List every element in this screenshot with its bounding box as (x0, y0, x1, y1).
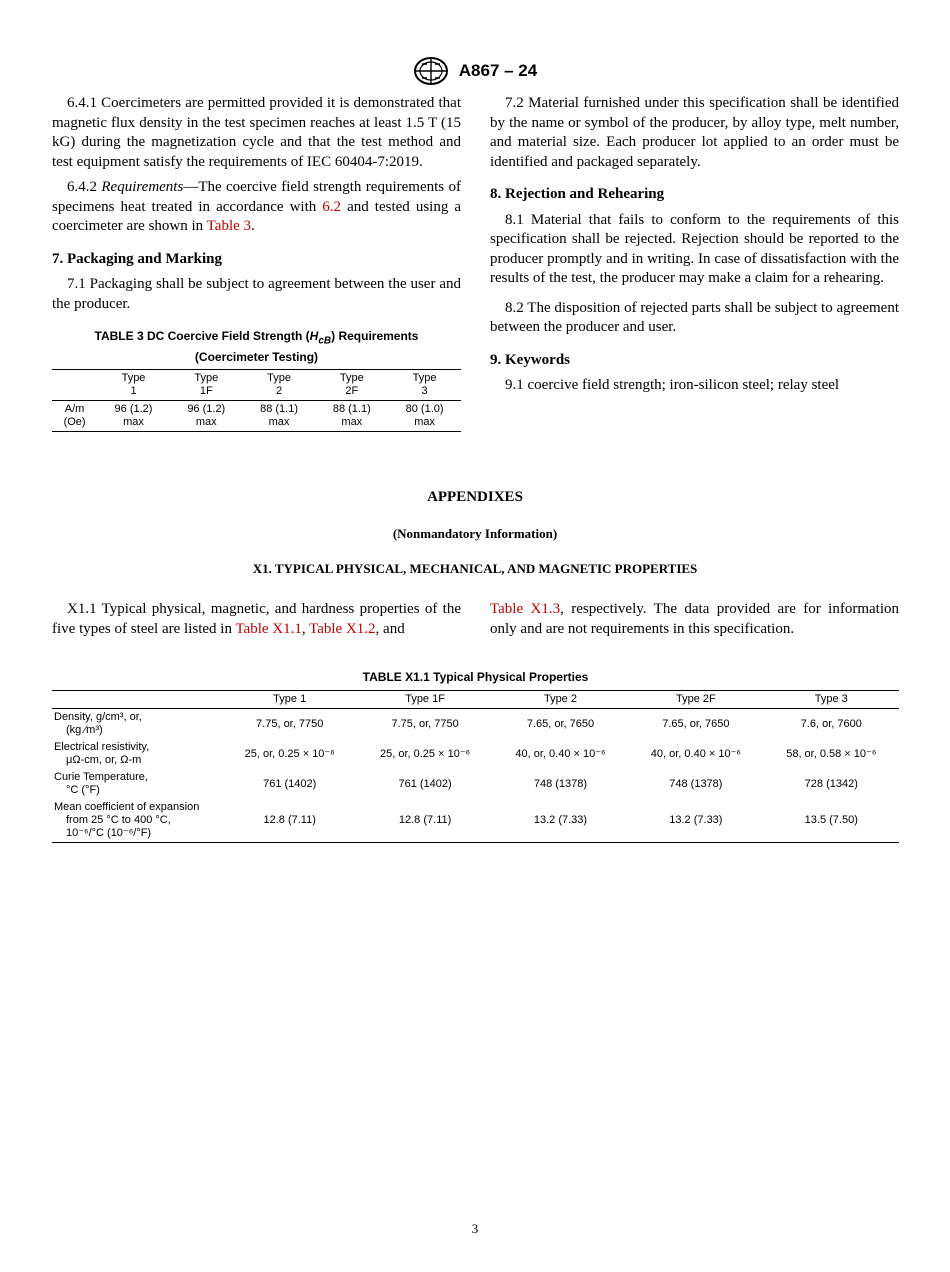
table-x1-1-caption: TABLE X1.1 Typical Physical Properties (362, 670, 589, 684)
table-row (52, 709, 899, 740)
section-8-heading: 8. Rejection and Rehearing (490, 186, 665, 202)
row-label: Density, g/cm³, or, (kg ⁄m³) (54, 711, 142, 736)
header-cell: Type 2F (675, 693, 716, 705)
table-cell: 12.8 (7.11) (263, 814, 316, 826)
link-table-x1-1[interactable]: Table X1.1 (235, 620, 302, 637)
section-7-heading: 7. Packaging and Marking (52, 250, 223, 267)
table-cell: 25, or, 0.25 × 10⁻⁶ (380, 747, 471, 760)
caption-subtitle: (Coercimeter Testing) (194, 350, 319, 365)
table-row (52, 769, 899, 799)
para-text: . (251, 218, 255, 234)
para-text: , (301, 620, 306, 637)
table-cell: 58, or, 0.58 × 10⁻⁶ (786, 747, 877, 760)
para-text: X1.1 Typical physical, magnetic, and hardness properties of the five types of steel are listed in (52, 601, 461, 637)
table-cell: 25, or, 0.25 × 10⁻⁶ (244, 747, 335, 760)
header-cell: Type 1F (405, 693, 445, 705)
x1-1-text (52, 600, 461, 639)
page-number: 3 (471, 1221, 479, 1236)
para-text: and tested using a coercimeter are shown in (52, 198, 462, 234)
right-column (490, 94, 899, 402)
table-cell: 748 (1378) (533, 777, 588, 790)
table-cell: 40, or, 0.40 × 10⁻⁶ (650, 747, 741, 760)
table-cell: 7.65, or, 7650 (662, 717, 730, 730)
para-number: 6.4.2 (67, 179, 97, 195)
caption-text: ) Requirements (331, 329, 419, 343)
header-cell: Type 2 (543, 693, 577, 705)
paragraph-7-2: 7.2 Material furnished under this specification shall be identified by the name or symbol of the producer, by alloy type, melt number, and material size. Each producer lot applied to an order must be identified and packaged separately. (490, 95, 899, 170)
table-cell: 7.75, or, 7750 (256, 717, 324, 730)
left-column (52, 94, 461, 432)
standard-designation: A867 – 24 (458, 61, 538, 80)
para-text: —The coercive field strength requirements of specimens heat treated in accordance with (52, 179, 461, 215)
table-cell: 12.8 (7.11) (398, 814, 452, 826)
header-cell: Type 2 (267, 372, 291, 398)
header-cell: Type 3 (814, 693, 848, 705)
astm-logo-icon (413, 56, 449, 86)
header-cell: Type 1 (273, 693, 307, 705)
table-3-caption (52, 328, 461, 365)
link-table-3[interactable]: Table 3 (206, 218, 252, 234)
paragraph-6-4-2 (52, 178, 461, 237)
table-cell: 96 (1.2) max (187, 403, 226, 429)
paragraph-9-1: 9.1 coercive field strength; iron-silicon steel; relay steel (505, 377, 840, 393)
table-row (52, 799, 899, 843)
x1-1-paragraph-right (490, 600, 899, 645)
x1-1-paragraph-left (52, 600, 461, 645)
table-cell: 748 (1378) (669, 777, 723, 790)
table-cell: 761 (1402) (398, 777, 452, 790)
para-text: , respectively. The data provided are for information only and are not requirements in this specification. (490, 601, 899, 637)
header-cell (52, 691, 222, 709)
link-table-x1-3[interactable]: Table X1.3 (490, 601, 561, 617)
table-row (52, 739, 899, 769)
table-cell: 40, or, 0.40 × 10⁻⁶ (515, 747, 606, 760)
header-cell (52, 370, 97, 401)
page-header (0, 56, 950, 86)
table-cell: 761 (1402) (263, 777, 317, 790)
table-x1-1-block (52, 669, 899, 843)
table-cell: 13.2 (7.33) (669, 814, 723, 826)
row-label: Electrical resistivity, μΩ-cm, or, Ω-m (54, 741, 150, 766)
section-9-heading: 9. Keywords (490, 351, 570, 368)
table-x1-1 (52, 690, 899, 843)
header-cell: Type 1F (194, 372, 219, 398)
table-cell: 96 (1.2) max (114, 403, 153, 429)
paragraph-6-4-1: 6.4.1 Coercimeters are permitted provided it is demonstrated that magnetic flux density in the test specimen reaches at least 1.5 T (15 kG) during the magnetization cycle and that the test method and test equipment satisfy the requirements of IEC 60404-7:2019. (52, 95, 461, 170)
paragraph-7-1: 7.1 Packaging shall be subject to agreement between the user and the producer. (52, 276, 461, 312)
table-header-row (52, 691, 899, 709)
appendixes-title: APPENDIXES (427, 489, 523, 505)
table-cell: 80 (1.0) max (405, 403, 444, 429)
row-label: A/m (Oe) (63, 403, 86, 429)
table-row (52, 401, 461, 432)
table-cell: 7.75, or, 7750 (391, 717, 459, 730)
caption-subscript: cB (318, 335, 332, 347)
x1-1-text-cont (490, 600, 899, 639)
header-cell: Type 3 (412, 372, 437, 398)
header-cell: Type 2F (339, 372, 364, 398)
table-cell: 728 (1342) (804, 777, 858, 790)
header-cell: Type 1 (121, 372, 146, 398)
table-cell: 88 (1.1) max (260, 403, 298, 429)
caption-text: TABLE 3 DC Coercive Field Strength ( (94, 329, 310, 343)
x1-section-title: X1. TYPICAL PHYSICAL, MECHANICAL, AND MAGNETIC PROPERTIES (252, 561, 698, 576)
requirements-label: Requirements (101, 179, 184, 195)
link-table-x1-2[interactable]: Table X1.2 (309, 620, 376, 637)
paragraph-8-1: 8.1 Material that fails to conform to the requirements of this specification shall be rejected. Rejection should be reported to the producer promptly and in writing. In case of dissatisfaction with the results of the test, the producer may make a claim for a rehearing. (490, 211, 899, 286)
table-3 (52, 369, 461, 432)
para-text: , and (375, 620, 405, 637)
table-cell: 13.5 (7.50) (804, 814, 858, 826)
row-label: Curie Temperature, °C (°F) (54, 771, 148, 796)
row-label: Mean coefficient of expansion from 25 °C to 400 °C, 10⁻⁶/°C (10⁻⁶/°F) (54, 801, 200, 839)
appendixes-subtitle: (Nonmandatory Information) (392, 526, 558, 541)
paragraph-8-2: 8.2 The disposition of rejected parts shall be subject to agreement between the producer and user. (490, 299, 899, 335)
table-cell: 88 (1.1) max (332, 403, 371, 429)
table-cell: 13.2 (7.33) (533, 814, 588, 826)
caption-symbol: H (309, 329, 319, 343)
link-section-6-2[interactable]: 6.2 (322, 198, 342, 215)
table-cell: 7.65, or, 7650 (526, 717, 595, 730)
table-cell: 7.6, or, 7600 (800, 717, 862, 730)
table-header-row (52, 370, 461, 401)
